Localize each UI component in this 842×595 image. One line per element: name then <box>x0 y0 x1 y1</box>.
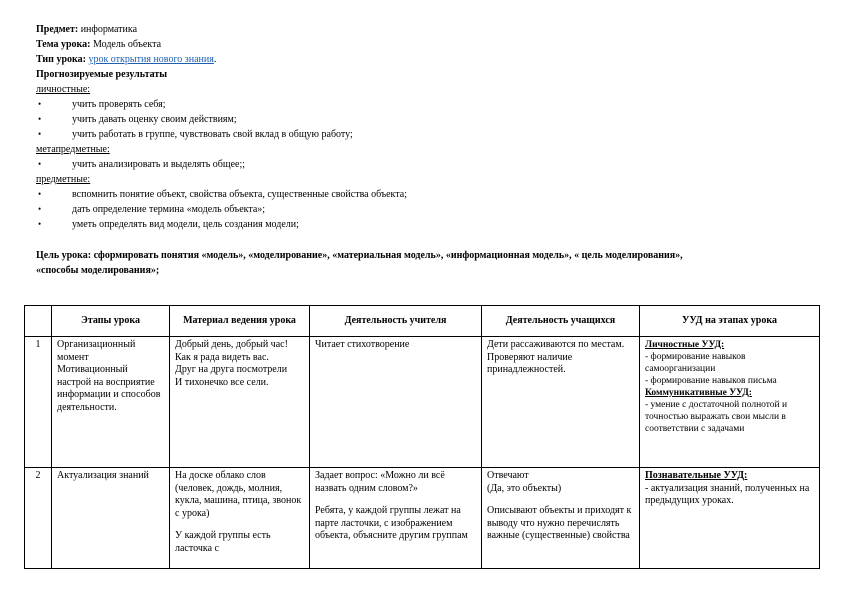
teacher-cell <box>310 337 482 468</box>
students-cell <box>482 468 640 569</box>
personal-results-label: личностные: <box>36 84 91 95</box>
type-link[interactable]: урок открытия нового знания <box>88 54 214 65</box>
uud-personal-item: - формирование навыков самоорганизации <box>645 352 746 374</box>
students-text: (Да, это объекты) <box>487 482 562 494</box>
students-text: Описывают объекты и приходят к выводу что нужно перечислять важные (существенные) свойства <box>487 505 632 541</box>
stage-cell <box>52 468 170 569</box>
uud-cell <box>640 337 820 468</box>
subject-line <box>36 22 796 37</box>
material-cell <box>170 337 310 468</box>
poem-line: Как я рада видеть вас. <box>175 351 269 363</box>
header-num <box>25 306 52 337</box>
header-stage: Этапы урока <box>52 306 170 337</box>
material-text: На доске облако слов (человек, дождь, молния, кукла, машина, птица, звонок с урока) <box>175 470 302 519</box>
type-label: Тип урока: <box>36 54 86 65</box>
material-text: У каждой группы есть ласточка с <box>175 530 271 554</box>
subject-results-label: предметные: <box>36 174 91 185</box>
uud-comm-text: - умение с достаточной полнотой и точностью выражать свои мысли в соответствии с задачами <box>645 400 788 434</box>
topic-line <box>36 37 796 52</box>
teacher-text: Задает вопрос: «Можно ли всё назвать одним словом?» <box>315 470 445 494</box>
lesson-header <box>36 22 796 232</box>
subject-item: • дать определение термина «модель объекта»; <box>36 202 796 217</box>
personal-item: • учить проверять себя; <box>36 97 796 112</box>
stage-title: Организационный момент <box>57 339 136 363</box>
lesson-goal <box>36 248 796 278</box>
teacher-cell <box>310 468 482 569</box>
uud-cognitive-title: Познавательные УУД: <box>645 470 748 481</box>
type-line <box>36 52 796 67</box>
type-suffix: . <box>213 54 217 65</box>
topic-value: Модель объекта <box>92 39 162 50</box>
students-text: Отвечают <box>487 470 529 481</box>
goal-line-1: Цель урока: сформировать понятия «модель», «моделирование», «материальная модель», «информационная модель», « цель моделирования», <box>36 250 683 261</box>
poem-line: Друг на друга посмотрели <box>175 364 288 375</box>
row-number: 2 <box>25 468 52 569</box>
header-material: Материал ведения урока <box>170 306 310 337</box>
teacher-text: Ребята, у каждой группы лежат на парте ласточки, с изображением объекта, объясните другим группам <box>315 505 468 541</box>
table-header-row <box>25 306 820 337</box>
row-number: 1 <box>25 337 52 468</box>
subject-value: информатика <box>80 24 138 35</box>
meta-item: • учить анализировать и выделять общее;; <box>36 157 796 172</box>
header-teacher: Деятельность учителя <box>310 306 482 337</box>
stage-title: Актуализация знаний <box>57 470 149 481</box>
uud-cognitive-text: - актуализация знаний, полученных на предыдущих уроках. <box>645 482 810 506</box>
subject-label: Предмет: <box>36 24 79 35</box>
lesson-plan-table <box>24 305 820 569</box>
table-row <box>25 468 820 569</box>
goal-line-2: «способы моделирования»; <box>36 265 160 276</box>
header-students: Деятельность учащихся <box>482 306 640 337</box>
header-uud: УУД на этапах урока <box>640 306 820 337</box>
material-cell <box>170 468 310 569</box>
meta-results-label: метапредметные: <box>36 144 110 155</box>
students-cell <box>482 337 640 468</box>
stage-cell <box>52 337 170 468</box>
uud-personal-item: - формирование навыков письма <box>645 376 777 386</box>
subject-item: • уметь определять вид модели, цель создания модели; <box>36 217 796 232</box>
students-text: Дети рассаживаются по местам. Проверяют наличие принадлежностей. <box>487 339 625 375</box>
stage-text: Мотивационный настрой на восприятие информации и способов деятельности. <box>57 364 161 413</box>
results-title: Прогнозируемые результаты <box>36 69 168 80</box>
poem-line: Добрый день, добрый час! <box>175 339 288 350</box>
table-row <box>25 337 820 468</box>
personal-item: • учить давать оценку своим действиям; <box>36 112 796 127</box>
poem-line: И тихонечко все сели. <box>175 376 269 388</box>
teacher-text: Читает стихотворение <box>315 339 410 350</box>
topic-label: Тема урока: <box>36 39 91 50</box>
uud-cell <box>640 468 820 569</box>
subject-item: • вспомнить понятие объект, свойства объекта, существенные свойства объекта; <box>36 187 796 202</box>
uud-comm-title: Коммуникативные УУД: <box>645 388 752 398</box>
uud-personal-title: Личностные УУД: <box>645 340 725 350</box>
personal-item: • учить работать в группе, чувствовать свой вклад в общую работу; <box>36 127 796 142</box>
